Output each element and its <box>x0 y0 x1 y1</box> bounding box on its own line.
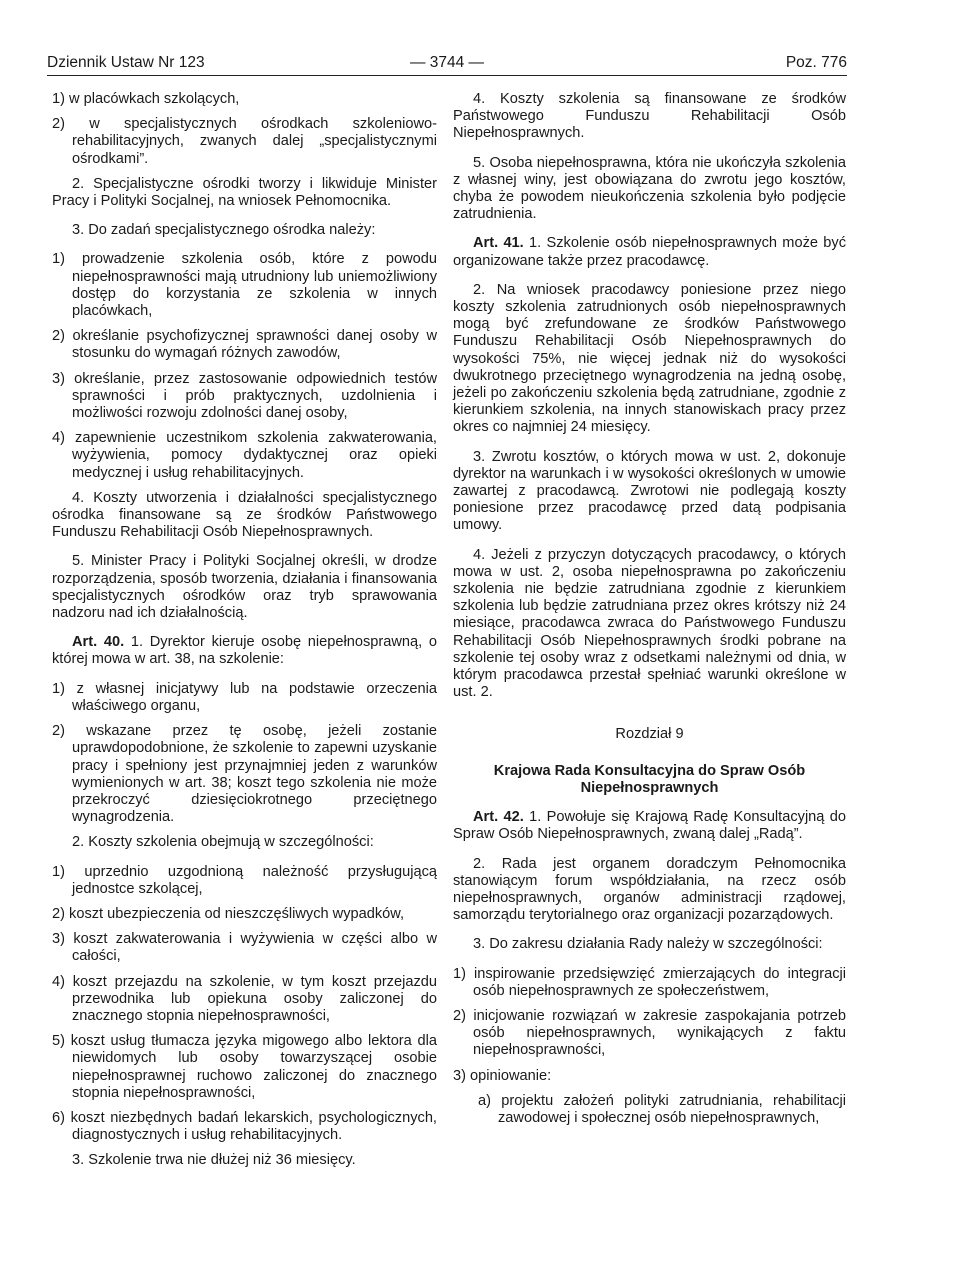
list-item: 5) koszt usług tłumacza języka migowego albo lektora dla niewidomych lub osoby towarzyszącej osobie niepełnosprawnej ruchowo zaliczonej do znacznego stopnia niepełnosprawności, <box>52 1033 437 1101</box>
paragraph: 2. Na wniosek pracodawcy poniesione przez niego koszty szkolenia zatrudnionych osób niepełnosprawnych mogą być zrefundowane ze środków Państwowego Funduszu Rehabilitacji Osób Niepełnosprawnych do wysokości 75%, nie więcej jednak niż do wysokości dwukrotnego przeciętnego wynagrodzenia na jedną osobę, jeżeli po zakończeniu szkolenia będą zatrudniane, zgodnie z kierunkiem szkolenia, na innych stanowiskach pracy przez okres co najmniej 24 miesięcy. <box>453 281 846 436</box>
chapter-title: Krajowa Rada Konsultacyjna do Spraw Osób Niepełnosprawnych <box>493 762 806 796</box>
paragraph: 3. Do zadań specjalistycznego ośrodka należy: <box>72 222 376 239</box>
header-rule <box>47 75 847 76</box>
paragraph: 2. Koszty szkolenia obejmują w szczególności: <box>72 834 374 851</box>
paragraph: 4. Koszty szkolenia są finansowane ze środków Państwowego Funduszu Rehabilitacji Osób Niepełnosprawnych. <box>453 91 846 142</box>
list-item: 3) opiniowanie: <box>453 1067 552 1084</box>
position-number: Poz. 776 <box>785 54 847 71</box>
list-item: 4) koszt przejazdu na szkolenie, w tym koszt przejazdu przewodnika lub opiekuna osoby zaliczonej do znacznego stopnia niepełnosprawności, <box>52 973 437 1024</box>
journal-title: Dziennik Ustaw Nr 123 <box>47 54 205 71</box>
paragraph: 3. Szkolenie trwa nie dłużej niż 36 miesięcy. <box>72 1152 356 1169</box>
article-text: 1. Dyrektor kieruje osobę niepełnosprawną, o której mowa w art. 38, na szkolenie: <box>52 634 437 668</box>
list-item: 2) określanie psychofizycznej sprawności danej osoby w stosunku do wymagań różnych zawodów, <box>52 328 437 362</box>
article-label: Art. 42. <box>473 809 524 826</box>
paragraph: 5. Minister Pracy i Polityki Socjalnej określi, w drodze rozporządzenia, sposób tworzenia, działania i finansowania specjalistycznych ośrodków oraz tryb sprawowania nadzoru nad ich działalnością. <box>52 553 437 622</box>
article-42 <box>453 809 846 843</box>
list-item: 4) zapewnienie uczestnikom szkolenia zakwaterowania, wyżywienia, pomocy dydaktycznej oraz opieki medycznej i usług rehabilitacyjnych. <box>52 430 437 481</box>
list-item: 1) z własnej inicjatywy lub na podstawie orzeczenia właściwego organu, <box>52 680 437 714</box>
paragraph: 2. Specjalistyczne ośrodki tworzy i likwiduje Minister Pracy i Polityki Socjalnej, na wniosek Pełnomocnika. <box>52 175 437 210</box>
list-item: 1) uprzednio uzgodnioną należność przysługującą jednostce szkolącej, <box>52 863 437 897</box>
page-header <box>47 54 847 76</box>
chapter-heading: Rozdział 9 <box>615 725 684 742</box>
list-subitem: a) projektu założeń polityki zatrudniania, rehabilitacji zawodowej i społecznej osób niepełnosprawnych, <box>478 1092 846 1126</box>
article-40 <box>52 634 437 668</box>
article-text: 1. Powołuje się Krajową Radę Konsultacyjną do Spraw Osób Niepełnosprawnych, zwaną dalej „Radą”. <box>453 809 846 843</box>
left-column <box>52 91 437 1182</box>
list-item: 2) koszt ubezpieczenia od nieszczęśliwych wypadków, <box>52 905 405 922</box>
paragraph: 2. Rada jest organem doradczym Pełnomocnika stanowiącym forum współdziałania, na rzecz osób niepełnosprawnych, organów administracji rządowej, samorządu terytorialnego oraz organizacji pozarządowych. <box>453 855 846 924</box>
paragraph: 3. Do zakresu działania Rady należy w szczególności: <box>473 936 823 953</box>
article-text: 1. Szkolenie osób niepełnosprawnych może być organizowane także przez pracodawcę. <box>453 235 846 269</box>
article-label: Art. 41. <box>473 235 524 252</box>
paragraph: 4. Koszty utworzenia i działalności specjalistycznego ośrodka finansowane są ze środków Państwowego Funduszu Rehabilitacji Osób Niepełnosprawnych. <box>52 489 437 541</box>
list-item: 2) wskazane przez tę osobę, jeżeli zostanie uprawdopodobnione, że szkolenie to zapewni uzyskanie pracy i spełniony jest przynajmniej jeden z warunków wymienionych w art. 38; koszt tego szkolenia nie może przekroczyć dziesięciokrotnego przeciętnego wynagrodzenia. <box>52 723 437 826</box>
paragraph: 5. Osoba niepełnosprawna, która nie ukończyła szkolenia z własnej winy, jest obowiązana do zwrotu jego kosztów, chyba że powodem nieukończenia szkolenia było podjęcie zatrudnienia. <box>453 154 846 223</box>
page-number: — 3744 — <box>409 54 485 71</box>
article-label: Art. 40. <box>72 634 125 651</box>
list-item: 3) koszt zakwaterowania i wyżywienia w części albo w całości, <box>52 931 437 965</box>
list-item: 2) inicjowanie rozwiązań w zakresie zaspokajania potrzeb osób niepełnosprawnych, wynikających z faktu niepełnosprawności, <box>453 1007 846 1059</box>
list-item: 1) w placówkach szkolących, <box>52 91 240 107</box>
list-item: 1) inspirowanie przedsięwzięć zmierzających do integracji osób niepełnosprawnych ze społeczeństwem, <box>453 965 846 999</box>
paragraph: 4. Jeżeli z przyczyn dotyczących pracodawcy, o których mowa w ust. 2, osoba niepełnosprawna po zakończeniu szkolenia nie będzie zatrudniana zgodnie z kierunkiem szkolenia lub będzie zatrudniana przez okres krótszy niż 24 miesiące, pracodawca zwraca do Państwowego Funduszu Rehabilitacji Osób Niepełnosprawnych środki pobrane na szkolenie tej osoby wraz z odsetkami należnymi od dnia, w którym pracodawca przestał spełniać warunki określone w ust. 2. <box>453 546 846 701</box>
list-item: 6) koszt niezbędnych badań lekarskich, psychologicznych, diagnostycznych i usług rehabilitacyjnych. <box>52 1109 437 1144</box>
list-item: 1) prowadzenie szkolenia osób, które z powodu niepełnosprawności mają utrudniony lub uniemożliwiony dostęp do korzystania ze szkolenia w innych placówkach, <box>52 251 437 320</box>
article-41 <box>453 235 846 269</box>
right-column <box>453 91 846 1135</box>
paragraph: 3. Zwrotu kosztów, o których mowa w ust. 2, dokonuje dyrektor na warunkach i w wysokości określonych w umowie zawartej z pracodawcą. Zwrotowi nie podlegają koszty poniesione przez pracodawcę przed datą podpisania umowy. <box>453 448 846 534</box>
list-item: 2) w specjalistycznych ośrodkach szkoleniowo-rehabilitacyjnych, zwanych dalej „specjalistycznymi ośrodkami”. <box>52 116 437 167</box>
list-item: 3) określanie, przez zastosowanie odpowiednich testów sprawności i prób praktycznych, uzdolnienia i możliwości rozwoju zdolności danej osoby, <box>52 370 437 422</box>
